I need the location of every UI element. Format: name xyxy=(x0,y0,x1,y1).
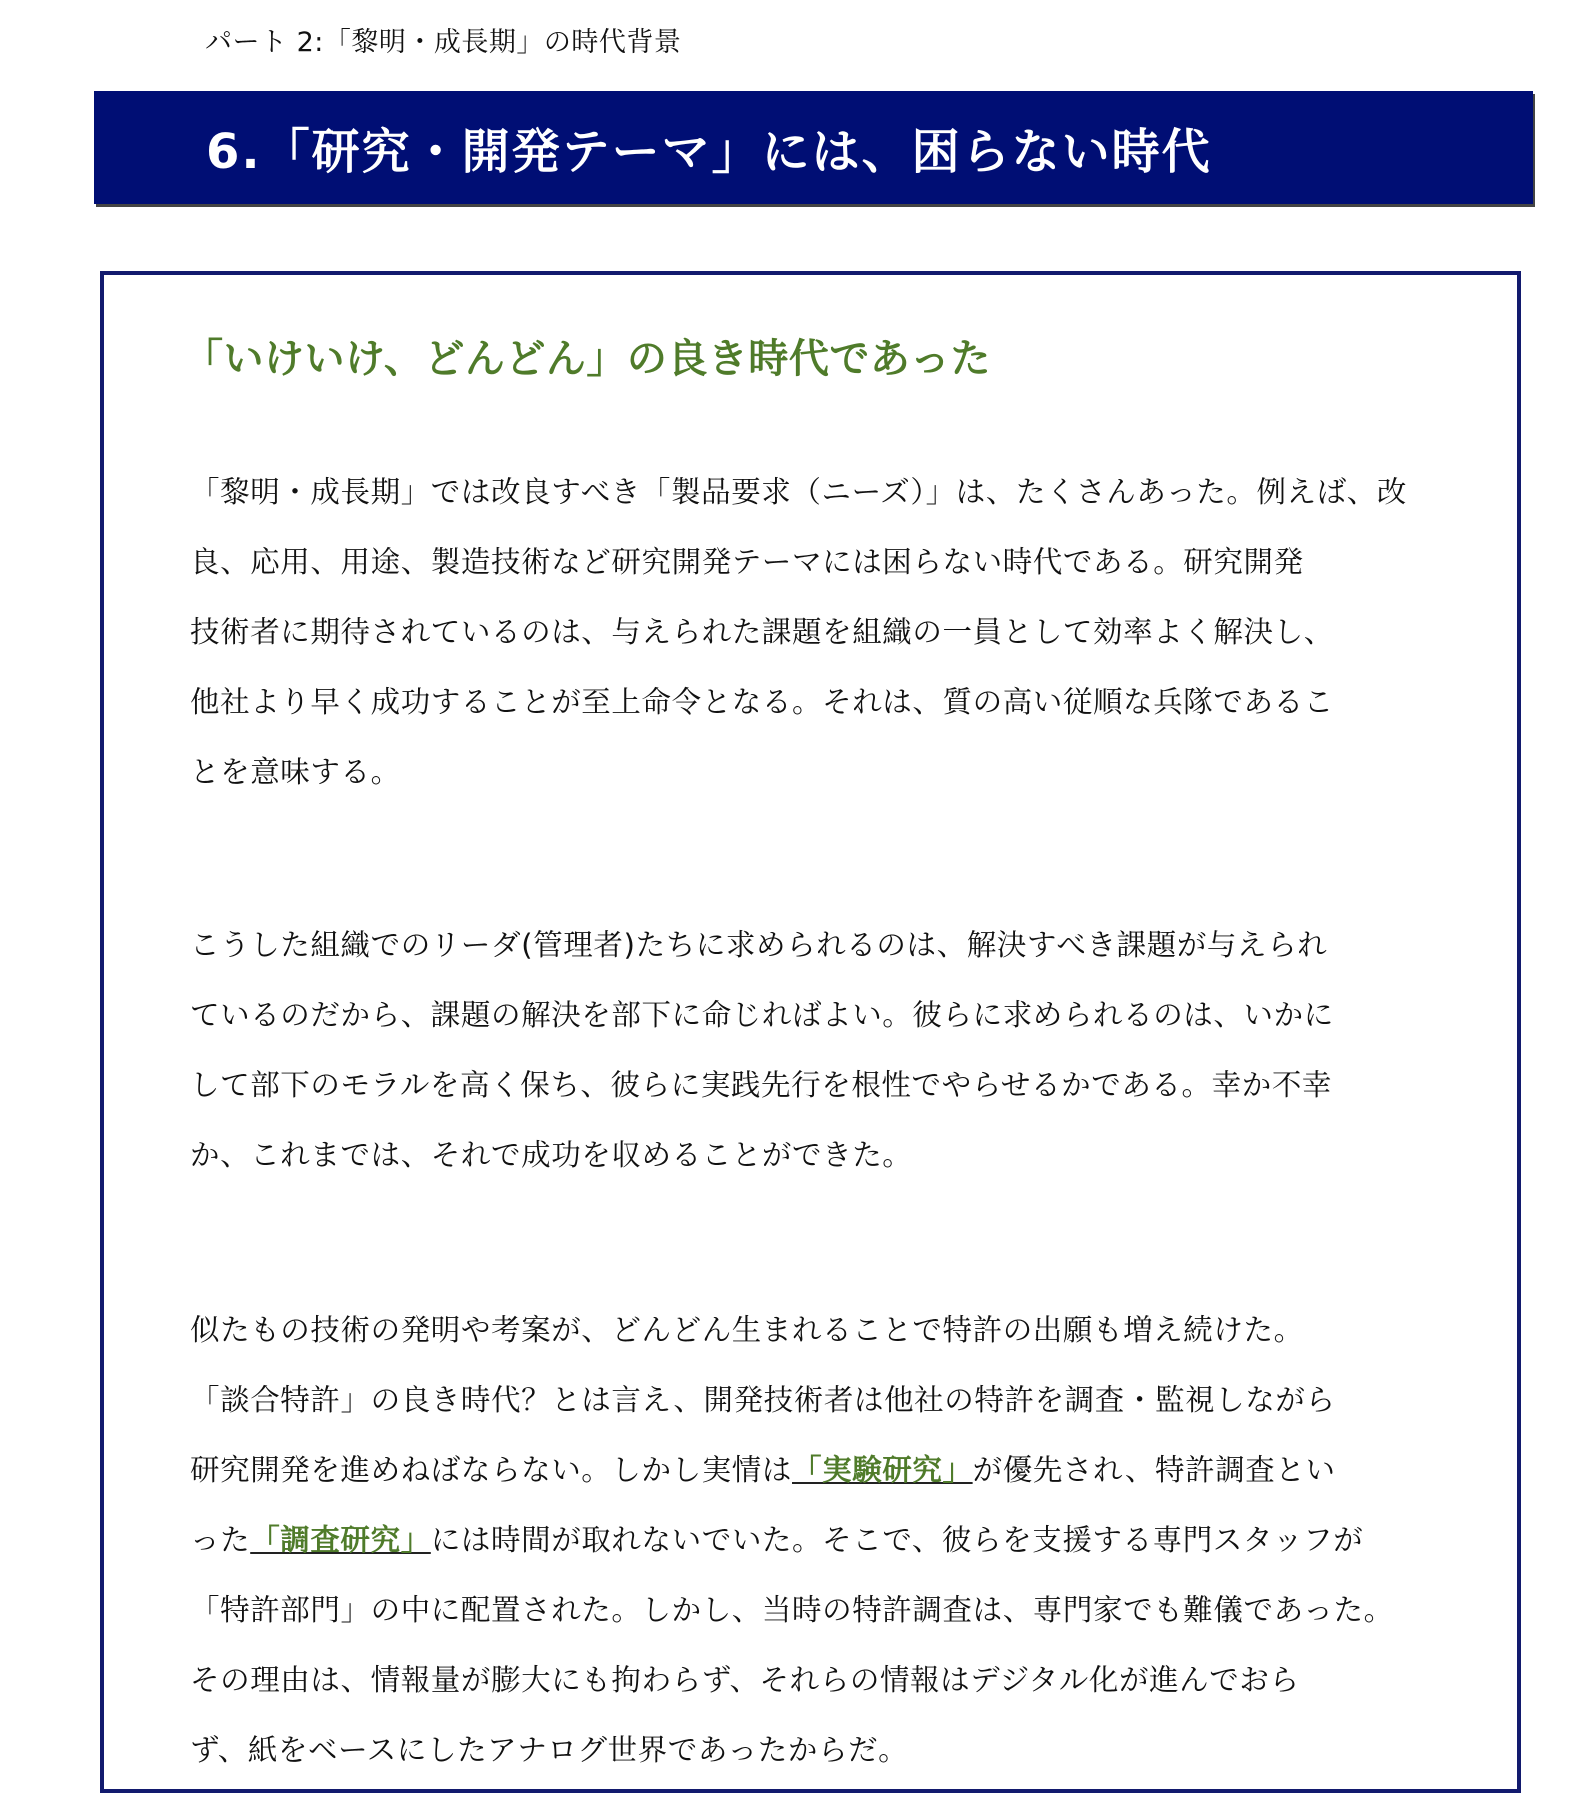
paragraph-line xyxy=(190,1435,1490,1505)
paragraph-line: して部下のモラルを高く保ち、彼らに実践先行を根性でやらせるかである。幸か不幸 xyxy=(190,1068,1333,1102)
section-subheading: 「いけいけ、どんどん」の良き時代であった xyxy=(183,336,991,382)
text-segment: った xyxy=(190,1523,251,1557)
paragraph-line: 「特許部門」の中に配置された。しかし、当時の特許調査は、専門家でも難儀であった。 xyxy=(190,1593,1394,1627)
paragraph-line: とを意味する。 xyxy=(190,755,401,789)
paragraph-line: 他社より早く成功することが至上命令となる。それは、質の高い従順な兵隊であるこ xyxy=(190,685,1334,719)
text-segment: が優先され、特許調査とい xyxy=(972,1453,1336,1487)
text-segment: 研究開発を進めねばならない。しかし実情は xyxy=(190,1453,793,1487)
text-segment: には時間が取れないでいた。そこで、彼らを支援する専門スタッフが xyxy=(430,1523,1364,1557)
paragraph-1 xyxy=(190,457,1490,807)
highlight-investigation-research: 「調査研究」 xyxy=(250,1523,431,1557)
paragraph-3 xyxy=(190,1295,1490,1785)
paragraph-line: その理由は、情報量が膨大にも拘わらず、それらの情報はデジタル化が進んでおら xyxy=(190,1663,1300,1697)
title-banner xyxy=(94,91,1533,204)
paragraph-line: 技術者に期待されているのは、与えられた課題を組織の一員として効率よく解決し、 xyxy=(190,615,1334,649)
highlight-experimental-research: 「実験研究」 xyxy=(792,1453,973,1487)
paragraph-line: 良、応用、用途、製造技術など研究開発テーマには困らない時代である。研究開発 xyxy=(190,545,1304,579)
paragraph-line xyxy=(190,1505,1490,1575)
paragraph-line: こうした組織でのリーダ(管理者)たちに求められるのは、解決すべき課題が与えられ xyxy=(190,928,1328,962)
paragraph-line: 「談合特許」の良き時代？とは言え、開発技術者は他社の特許を調査・監視しながら xyxy=(190,1383,1336,1417)
paragraph-line: ているのだから、課題の解決を部下に命じればよい。彼らに求められるのは、いかに xyxy=(190,998,1334,1032)
part-label: パート 2:「黎明・成長期」の時代背景 xyxy=(205,27,682,58)
paragraph-line: か、これまでは、それで成功を収めることができた。 xyxy=(190,1138,913,1172)
paragraph-line: ず、紙をベースにしたアナログ世界であったからだ。 xyxy=(190,1733,909,1767)
page-title: 6.「研究・開発テーマ」には、困らない時代 xyxy=(206,124,1212,180)
paragraph-2 xyxy=(190,910,1490,1190)
content-box xyxy=(100,271,1521,1793)
paragraph-line: 「黎明・成長期」では改良すべき「製品要求（ニーズ）」は、たくさんあった。例えば、改 xyxy=(190,475,1407,509)
paragraph-line: 似たもの技術の発明や考案が、どんどん生まれることで特許の出願も増え続けた。 xyxy=(190,1313,1304,1347)
